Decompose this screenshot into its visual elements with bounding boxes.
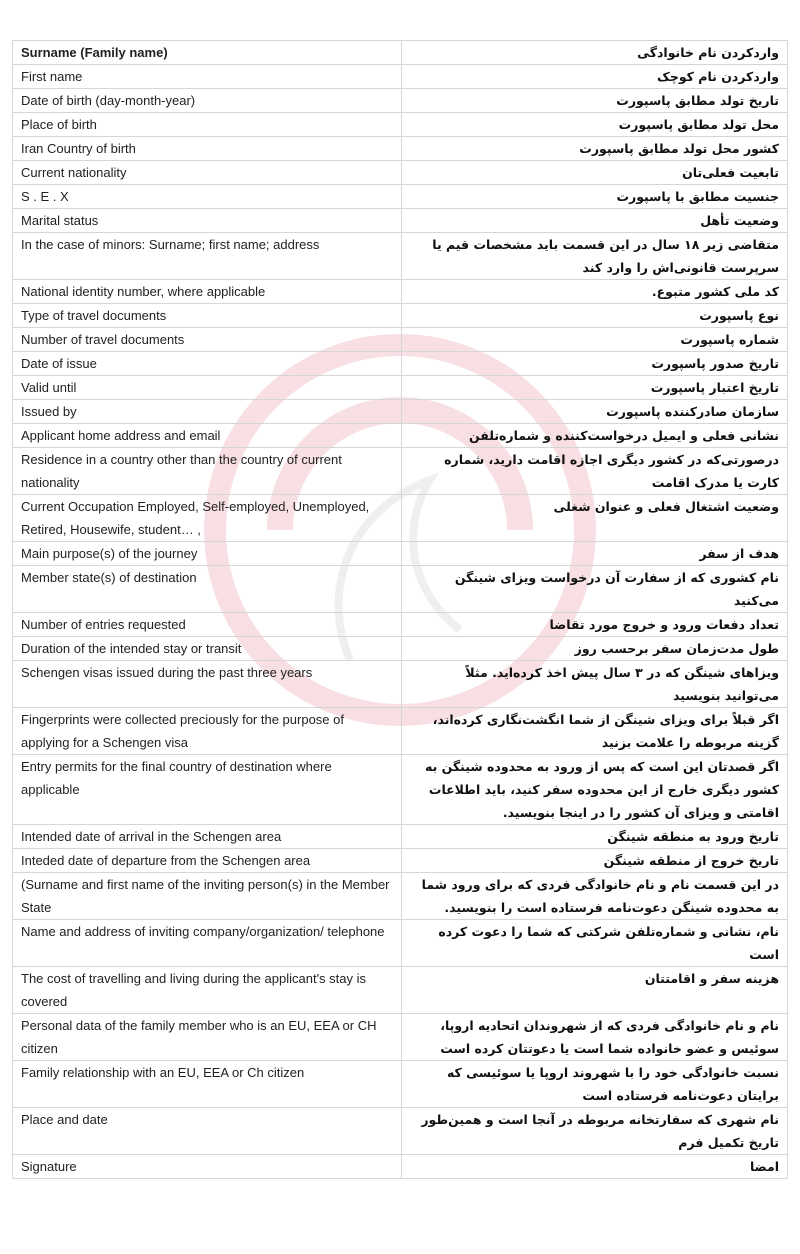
field-description-persian: شماره پاسپورت	[402, 328, 788, 352]
field-name-english: The cost of travelling and living during the applicant's stay is covered	[13, 967, 402, 1014]
field-description-persian: واردکردن نام کوچک	[402, 65, 788, 89]
field-name-english: Signature	[13, 1155, 402, 1179]
table-row	[13, 424, 788, 448]
field-name-english: Applicant home address and email	[13, 424, 402, 448]
field-name-english: Family relationship with an EU, EEA or Ch citizen	[13, 1061, 402, 1108]
table-row	[13, 328, 788, 352]
field-name-english: (Surname and first name of the inviting person(s) in the Member State	[13, 873, 402, 920]
field-description-persian: واردکردن نام خانوادگی	[402, 41, 788, 65]
table-row	[13, 542, 788, 566]
table-row	[13, 613, 788, 637]
field-name-english: Main purpose(s) of the journey	[13, 542, 402, 566]
field-name-english: Entry permits for the final country of destination where applicable	[13, 755, 402, 825]
field-description-persian: نام کشوری که از سفارت آن درخواست ویزای شینگن می‌کنید	[402, 566, 788, 613]
table-row	[13, 755, 788, 825]
field-name-english: Number of travel documents	[13, 328, 402, 352]
table-row	[13, 304, 788, 328]
field-name-english: S . E . X	[13, 185, 402, 209]
field-name-english: Intended date of arrival in the Schengen area	[13, 825, 402, 849]
field-description-persian: نوع پاسپورت	[402, 304, 788, 328]
field-name-english: Number of entries requested	[13, 613, 402, 637]
table-row	[13, 209, 788, 233]
field-description-persian: هزینه سفر و اقامتتان	[402, 967, 788, 1014]
field-name-english: Date of birth (day-month-year)	[13, 89, 402, 113]
field-name-english: Name and address of inviting company/organization/ telephone	[13, 920, 402, 967]
field-name-english: Iran Country of birth	[13, 137, 402, 161]
table-row	[13, 376, 788, 400]
field-description-persian: ویزاهای شینگن که در ۳ سال پیش اخذ کرده‌اید. مثلاً می‌توانید بنویسید	[402, 661, 788, 708]
field-description-persian: تاریخ ورود به منطقه شینگن	[402, 825, 788, 849]
table-row	[13, 495, 788, 542]
field-name-english: Fingerprints were collected preciously for the purpose of applying for a Schengen visa	[13, 708, 402, 755]
field-description-persian: امضا	[402, 1155, 788, 1179]
table-row	[13, 280, 788, 304]
field-description-persian: اگر قصدتان این است که پس از ورود به محدوده شینگن به کشور دیگری خارج از این محدوده سفر کنید، باید اطلاعات اقامتی و ویزای آن کشور را در اینجا بنویسید.	[402, 755, 788, 825]
table-row	[13, 1155, 788, 1179]
field-description-persian: تعداد دفعات ورود و خروج مورد تقاضا	[402, 613, 788, 637]
field-name-english: Current nationality	[13, 161, 402, 185]
field-description-persian: محل تولد مطابق پاسپورت	[402, 113, 788, 137]
table-row	[13, 920, 788, 967]
table-row	[13, 448, 788, 495]
table-row	[13, 233, 788, 280]
field-description-persian: تاریخ خروج از منطقه شینگن	[402, 849, 788, 873]
field-description-persian: اگر قبلاً برای ویزای شینگن از شما انگشت‌نگاری کرده‌اند، گزینه مربوطه را علامت بزنید	[402, 708, 788, 755]
field-name-english: Valid until	[13, 376, 402, 400]
field-description-persian: تاریخ تولد مطابق پاسپورت	[402, 89, 788, 113]
field-description-persian: نام، نشانی و شماره‌تلفن شرکتی که شما را دعوت کرده است	[402, 920, 788, 967]
field-description-persian: نام و نام خانوادگی فردی که از شهروندان اتحادیه اروپا، سوئیس و عضو خانواده شما است یا دعوتتان کرده است	[402, 1014, 788, 1061]
field-name-english: Current Occupation Employed, Self-employed, Unemployed, Retired, Housewife, student… ,	[13, 495, 402, 542]
field-name-english: National identity number, where applicable	[13, 280, 402, 304]
table-row	[13, 137, 788, 161]
table-row	[13, 352, 788, 376]
table-row	[13, 65, 788, 89]
field-name-english: Marital status	[13, 209, 402, 233]
table-row	[13, 825, 788, 849]
field-name-english: Issued by	[13, 400, 402, 424]
field-name-english: Place and date	[13, 1108, 402, 1155]
table-row	[13, 661, 788, 708]
field-name-english: Surname (Family name)	[13, 41, 402, 65]
field-description-persian: طول مدت‌زمان سفر برحسب روز	[402, 637, 788, 661]
table-row	[13, 161, 788, 185]
field-description-persian: متقاضی زیر ۱۸ سال در این قسمت باید مشخصات قیم یا سرپرست قانونی‌اش را وارد کند	[402, 233, 788, 280]
field-name-english: Type of travel documents	[13, 304, 402, 328]
field-name-english: Member state(s) of destination	[13, 566, 402, 613]
field-name-english: Place of birth	[13, 113, 402, 137]
field-description-persian: سازمان صادرکننده پاسپورت	[402, 400, 788, 424]
field-name-english: Duration of the intended stay or transit	[13, 637, 402, 661]
table-row	[13, 1061, 788, 1108]
field-name-english: First name	[13, 65, 402, 89]
table-row	[13, 566, 788, 613]
field-description-persian: نام شهری که سفارتخانه مربوطه در آنجا است و همین‌طور تاریخ تکمیل فرم	[402, 1108, 788, 1155]
field-name-english: Residence in a country other than the country of current nationality	[13, 448, 402, 495]
field-name-english: In the case of minors: Surname; first name; address	[13, 233, 402, 280]
field-description-persian: کشور محل تولد مطابق پاسپورت	[402, 137, 788, 161]
field-description-persian: درصورتی‌که در کشور دیگری اجازه اقامت دارید، شماره کارت یا مدرک اقامت	[402, 448, 788, 495]
field-description-persian: تاریخ صدور پاسپورت	[402, 352, 788, 376]
table-row	[13, 708, 788, 755]
schengen-form-guide-table	[12, 40, 788, 1179]
field-description-persian: هدف از سفر	[402, 542, 788, 566]
field-description-persian: در این قسمت نام و نام خانوادگی فردی که برای ورود شما به محدوده شینگن دعوت‌نامه فرستاده است را بنویسید.	[402, 873, 788, 920]
table-row	[13, 637, 788, 661]
field-description-persian: وضعیت تأهل	[402, 209, 788, 233]
table-row	[13, 873, 788, 920]
field-name-english: Personal data of the family member who is an EU, EEA or CH citizen	[13, 1014, 402, 1061]
table-row	[13, 89, 788, 113]
table-row	[13, 113, 788, 137]
table-row	[13, 41, 788, 65]
field-name-english: Date of issue	[13, 352, 402, 376]
field-description-persian: نشانی فعلی و ایمیل درخواست‌کننده و شماره‌تلفن	[402, 424, 788, 448]
table-row	[13, 849, 788, 873]
field-description-persian: وضعیت اشتغال فعلی و عنوان شغلی	[402, 495, 788, 542]
table-row	[13, 400, 788, 424]
field-name-english: Schengen visas issued during the past three years	[13, 661, 402, 708]
field-description-persian: کد ملی کشور متبوع.	[402, 280, 788, 304]
table-row	[13, 967, 788, 1014]
table-row	[13, 1014, 788, 1061]
field-name-english: Inteded date of departure from the Schengen area	[13, 849, 402, 873]
table-row	[13, 1108, 788, 1155]
field-description-persian: تابعیت فعلی‌تان	[402, 161, 788, 185]
field-description-persian: جنسیت مطابق با پاسپورت	[402, 185, 788, 209]
field-description-persian: تاریخ اعتبار پاسپورت	[402, 376, 788, 400]
table-row	[13, 185, 788, 209]
field-description-persian: نسبت خانوادگی خود را با شهروند اروپا یا سوئیسی که برایتان دعوت‌نامه فرستاده است	[402, 1061, 788, 1108]
